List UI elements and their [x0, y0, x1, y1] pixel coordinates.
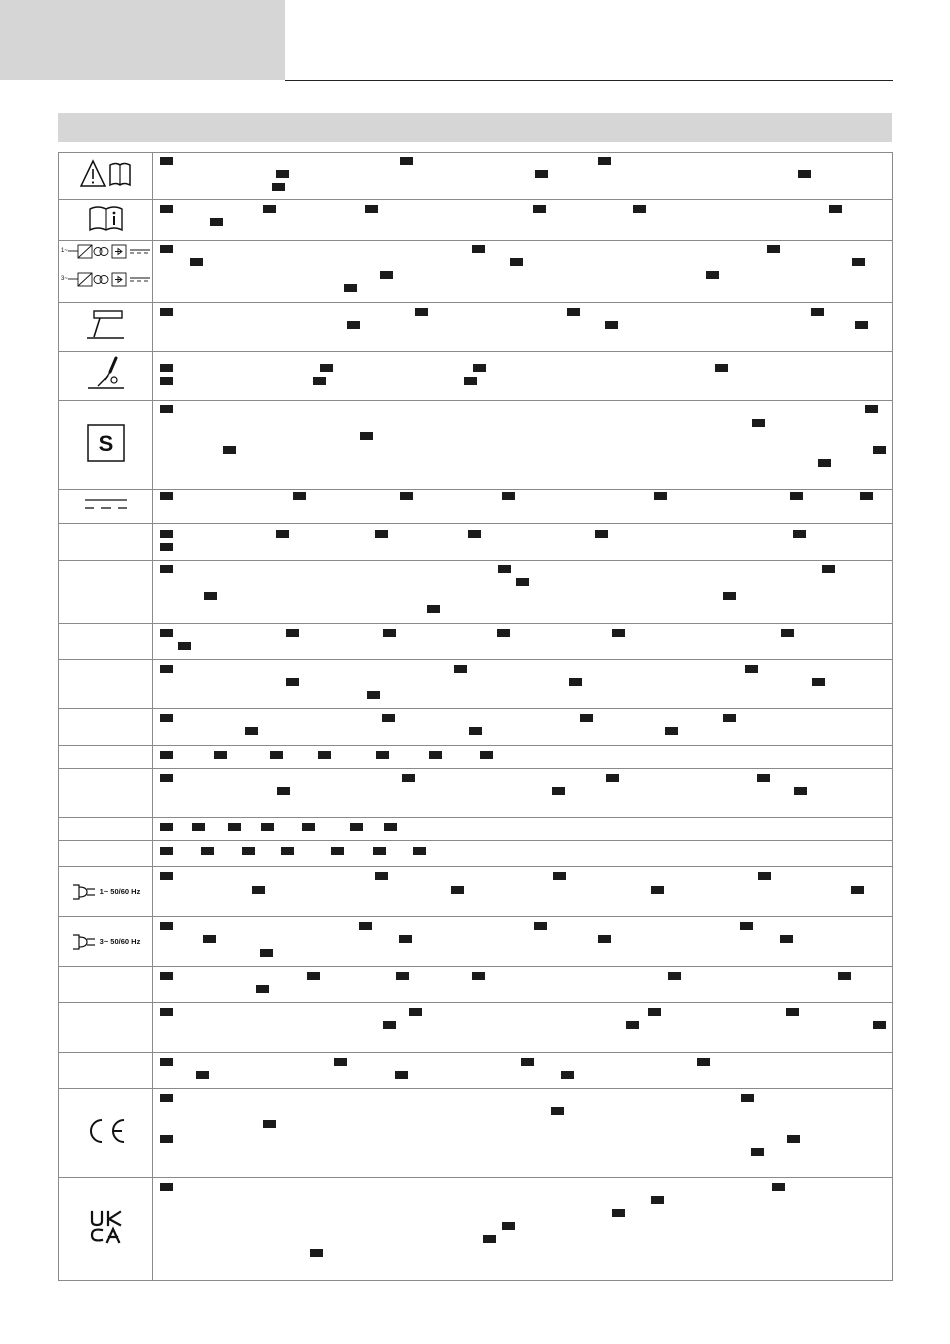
table-row [59, 624, 893, 660]
symbol-cell [59, 1089, 153, 1178]
redaction-mark [334, 1058, 347, 1066]
redaction-mark [829, 205, 842, 213]
redaction-mark [270, 751, 283, 759]
redaction-mark [331, 847, 344, 855]
redaction-mark [651, 886, 664, 894]
redaction-mark [798, 170, 811, 178]
symbol-cell [59, 917, 153, 967]
symbol-legend-table [58, 152, 893, 1281]
redaction-mark [454, 665, 467, 673]
symbol-cell [59, 746, 153, 769]
table-row [59, 769, 893, 818]
redaction-mark [612, 1209, 625, 1217]
redaction-mark [483, 1235, 496, 1243]
symbol-cell [59, 153, 153, 200]
symbol-cell [59, 867, 153, 917]
redaction-mark [860, 492, 873, 500]
description-cell [153, 1053, 893, 1089]
redaction-mark [160, 1008, 173, 1016]
info-manual-icon [88, 204, 124, 232]
redaction-mark [192, 823, 205, 831]
redaction-mark [373, 847, 386, 855]
symbol-cell [59, 352, 153, 401]
redaction-mark [740, 922, 753, 930]
redaction-mark [384, 823, 397, 831]
plug-3phase-icon [71, 932, 97, 952]
table-row [59, 490, 893, 524]
redaction-mark [395, 1071, 408, 1079]
redaction-mark [160, 377, 173, 385]
redaction-mark [160, 665, 173, 673]
symbol-cell [59, 1178, 153, 1281]
redaction-mark [320, 364, 333, 372]
description-cell [153, 561, 893, 624]
redaction-mark [648, 1008, 661, 1016]
redaction-mark [360, 432, 373, 440]
redaction-mark [160, 774, 173, 782]
redaction-mark [767, 245, 780, 253]
table-row [59, 709, 893, 746]
description-cell [153, 624, 893, 660]
redaction-mark [383, 629, 396, 637]
redaction-mark [751, 1148, 764, 1156]
redaction-mark [190, 258, 203, 266]
redaction-mark [160, 1094, 173, 1102]
redaction-mark [706, 271, 719, 279]
symbol-cell [59, 200, 153, 241]
redaction-mark [794, 787, 807, 795]
redaction-mark [399, 935, 412, 943]
redaction-mark [595, 530, 608, 538]
symbol-cell [59, 1003, 153, 1053]
redaction-mark [160, 823, 173, 831]
redaction-mark [533, 205, 546, 213]
description-cell [153, 303, 893, 352]
dc-current-icon [84, 497, 128, 511]
redaction-mark [252, 886, 265, 894]
redaction-mark [382, 714, 395, 722]
tig-torch-icon [86, 309, 126, 341]
table-row [59, 1053, 893, 1089]
description-cell [153, 967, 893, 1003]
redaction-mark [668, 972, 681, 980]
svg-text:S: S [98, 430, 113, 456]
redaction-mark [626, 1021, 639, 1029]
redaction-mark [723, 714, 736, 722]
table-row [59, 818, 893, 841]
symbol-cell [59, 818, 153, 841]
redaction-mark [160, 1183, 173, 1191]
redaction-mark [741, 1094, 754, 1102]
redaction-mark [228, 823, 241, 831]
redaction-mark [502, 1222, 515, 1230]
table-row [59, 401, 893, 490]
redaction-mark [245, 727, 258, 735]
redaction-mark [196, 1071, 209, 1079]
redaction-mark [263, 1120, 276, 1128]
redaction-mark [561, 1071, 574, 1079]
redaction-mark [822, 565, 835, 573]
description-cell [153, 241, 893, 303]
symbol-cell [59, 490, 153, 524]
redaction-mark [598, 935, 611, 943]
redaction-mark [715, 364, 728, 372]
warning-manual-icon [80, 159, 132, 189]
symbol-cell [59, 841, 153, 867]
description-cell [153, 1178, 893, 1281]
redaction-mark [402, 774, 415, 782]
redaction-mark [415, 308, 428, 316]
redaction-mark [160, 629, 173, 637]
redaction-mark [160, 205, 173, 213]
redaction-mark [772, 1183, 785, 1191]
redaction-mark [276, 530, 289, 538]
redaction-mark [787, 1135, 800, 1143]
corner-tab [0, 0, 285, 80]
redaction-mark [811, 308, 824, 316]
table-row [59, 241, 893, 303]
redaction-mark [367, 691, 380, 699]
redaction-mark [697, 1058, 710, 1066]
symbol-cell [59, 241, 153, 303]
redaction-mark [344, 284, 357, 292]
svg-text:3~: 3~ [60, 276, 68, 282]
ce-mark-icon [84, 1116, 128, 1146]
redaction-mark [307, 972, 320, 980]
redaction-mark [612, 629, 625, 637]
redaction-mark [160, 872, 173, 880]
description-cell [153, 709, 893, 746]
redaction-mark [263, 205, 276, 213]
redaction-mark [605, 321, 618, 329]
redaction-mark [210, 218, 223, 226]
redaction-mark [396, 972, 409, 980]
symbol-cell [59, 561, 153, 624]
description-cell [153, 841, 893, 867]
table-row [59, 352, 893, 401]
redaction-mark [160, 157, 173, 165]
redaction-mark [852, 258, 865, 266]
redaction-mark [201, 847, 214, 855]
redaction-mark [865, 405, 878, 413]
redaction-mark [160, 847, 173, 855]
redaction-mark [160, 1058, 173, 1066]
redaction-mark [838, 972, 851, 980]
redaction-mark [160, 492, 173, 500]
table-row [59, 967, 893, 1003]
redaction-mark [873, 1021, 886, 1029]
redaction-mark [451, 886, 464, 894]
table-row [59, 1089, 893, 1178]
ukca-mark-icon [89, 1210, 123, 1244]
description-cell [153, 524, 893, 561]
redaction-mark [347, 321, 360, 329]
redaction-mark [293, 492, 306, 500]
redaction-mark [521, 1058, 534, 1066]
table-row [59, 153, 893, 200]
redaction-mark [516, 578, 529, 586]
description-cell [153, 660, 893, 709]
table-row [59, 867, 893, 917]
redaction-mark [873, 446, 886, 454]
symbol-cell [59, 303, 153, 352]
redaction-mark [567, 308, 580, 316]
redaction-mark [780, 935, 793, 943]
redaction-mark [758, 872, 771, 880]
redaction-mark [480, 751, 493, 759]
redaction-mark [400, 157, 413, 165]
redaction-mark [313, 377, 326, 385]
description-cell [153, 490, 893, 524]
redaction-mark [178, 642, 191, 650]
redaction-mark [851, 886, 864, 894]
mains-3phase-label: 3~ 50/60 Hz [99, 937, 141, 946]
redaction-mark [160, 972, 173, 980]
redaction-mark [464, 377, 477, 385]
section-heading-bar [58, 113, 892, 142]
redaction-mark [569, 678, 582, 686]
description-cell [153, 867, 893, 917]
redaction-mark [409, 1008, 422, 1016]
inverter-rectifier-icon [60, 243, 152, 295]
redaction-mark [223, 446, 236, 454]
redaction-mark [160, 245, 173, 253]
redaction-mark [498, 565, 511, 573]
table-row [59, 917, 893, 967]
redaction-mark [855, 321, 868, 329]
redaction-mark [160, 308, 173, 316]
redaction-mark [651, 1196, 664, 1204]
redaction-mark [242, 847, 255, 855]
redaction-mark [472, 972, 485, 980]
description-cell [153, 917, 893, 967]
redaction-mark [654, 492, 667, 500]
symbol-cell [59, 401, 153, 490]
redaction-mark [534, 922, 547, 930]
redaction-mark [160, 1135, 173, 1143]
redaction-mark [665, 727, 678, 735]
redaction-mark [469, 727, 482, 735]
description-cell [153, 818, 893, 841]
redaction-mark [380, 271, 393, 279]
redaction-mark [472, 245, 485, 253]
redaction-mark [160, 543, 173, 551]
symbol-cell [59, 660, 153, 709]
redaction-mark [497, 629, 510, 637]
description-cell [153, 1089, 893, 1178]
table-row [59, 746, 893, 769]
symbol-cell [59, 967, 153, 1003]
redaction-mark [812, 678, 825, 686]
redaction-mark [318, 751, 331, 759]
redaction-mark [375, 872, 388, 880]
redaction-mark [310, 1249, 323, 1257]
redaction-mark [214, 751, 227, 759]
redaction-mark [468, 530, 481, 538]
redaction-mark [272, 183, 285, 191]
redaction-mark [429, 751, 442, 759]
s-symbol-icon [86, 423, 126, 463]
symbol-cell [59, 709, 153, 746]
redaction-mark [745, 665, 758, 673]
header-rule [285, 80, 893, 81]
symbol-cell [59, 624, 153, 660]
redaction-mark [598, 157, 611, 165]
mma-electrode-icon [86, 356, 126, 392]
redaction-mark [723, 592, 736, 600]
redaction-mark [160, 405, 173, 413]
redaction-mark [473, 364, 486, 372]
table-row [59, 660, 893, 709]
redaction-mark [286, 629, 299, 637]
symbol-cell [59, 769, 153, 818]
redaction-mark [551, 1107, 564, 1115]
symbol-cell [59, 524, 153, 561]
redaction-mark [413, 847, 426, 855]
redaction-mark [793, 530, 806, 538]
redaction-mark [276, 170, 289, 178]
table-row [59, 561, 893, 624]
redaction-mark [260, 949, 273, 957]
plug-1phase-icon [71, 882, 97, 902]
redaction-mark [383, 1021, 396, 1029]
redaction-mark [786, 1008, 799, 1016]
redaction-mark [633, 205, 646, 213]
redaction-mark [781, 629, 794, 637]
svg-text:1~: 1~ [60, 248, 68, 254]
redaction-mark [302, 823, 315, 831]
description-cell [153, 1003, 893, 1053]
redaction-mark [752, 419, 765, 427]
redaction-mark [160, 565, 173, 573]
table-row [59, 524, 893, 561]
redaction-mark [606, 774, 619, 782]
redaction-mark [400, 492, 413, 500]
redaction-mark [203, 935, 216, 943]
redaction-mark [818, 459, 831, 467]
redaction-mark [510, 258, 523, 266]
redaction-mark [359, 922, 372, 930]
redaction-mark [160, 922, 173, 930]
redaction-mark [281, 847, 294, 855]
description-cell [153, 153, 893, 200]
redaction-mark [350, 823, 363, 831]
redaction-mark [160, 364, 173, 372]
redaction-mark [160, 751, 173, 759]
redaction-mark [160, 530, 173, 538]
description-cell [153, 352, 893, 401]
redaction-mark [790, 492, 803, 500]
table-row [59, 1178, 893, 1281]
redaction-mark [286, 678, 299, 686]
description-cell [153, 769, 893, 818]
redaction-mark [277, 787, 290, 795]
table-row [59, 1003, 893, 1053]
table-row [59, 200, 893, 241]
redaction-mark [502, 492, 515, 500]
redaction-mark [375, 530, 388, 538]
redaction-mark [160, 714, 173, 722]
redaction-mark [553, 872, 566, 880]
redaction-mark [204, 592, 217, 600]
table-row [59, 841, 893, 867]
redaction-mark [256, 985, 269, 993]
redaction-mark [757, 774, 770, 782]
table-row [59, 303, 893, 352]
redaction-mark [376, 751, 389, 759]
description-cell [153, 401, 893, 490]
redaction-mark [261, 823, 274, 831]
symbol-cell [59, 1053, 153, 1089]
description-cell [153, 746, 893, 769]
redaction-mark [535, 170, 548, 178]
redaction-mark [552, 787, 565, 795]
mains-1phase-label: 1~ 50/60 Hz [99, 887, 141, 896]
redaction-mark [365, 205, 378, 213]
redaction-mark [427, 605, 440, 613]
redaction-mark [580, 714, 593, 722]
description-cell [153, 200, 893, 241]
